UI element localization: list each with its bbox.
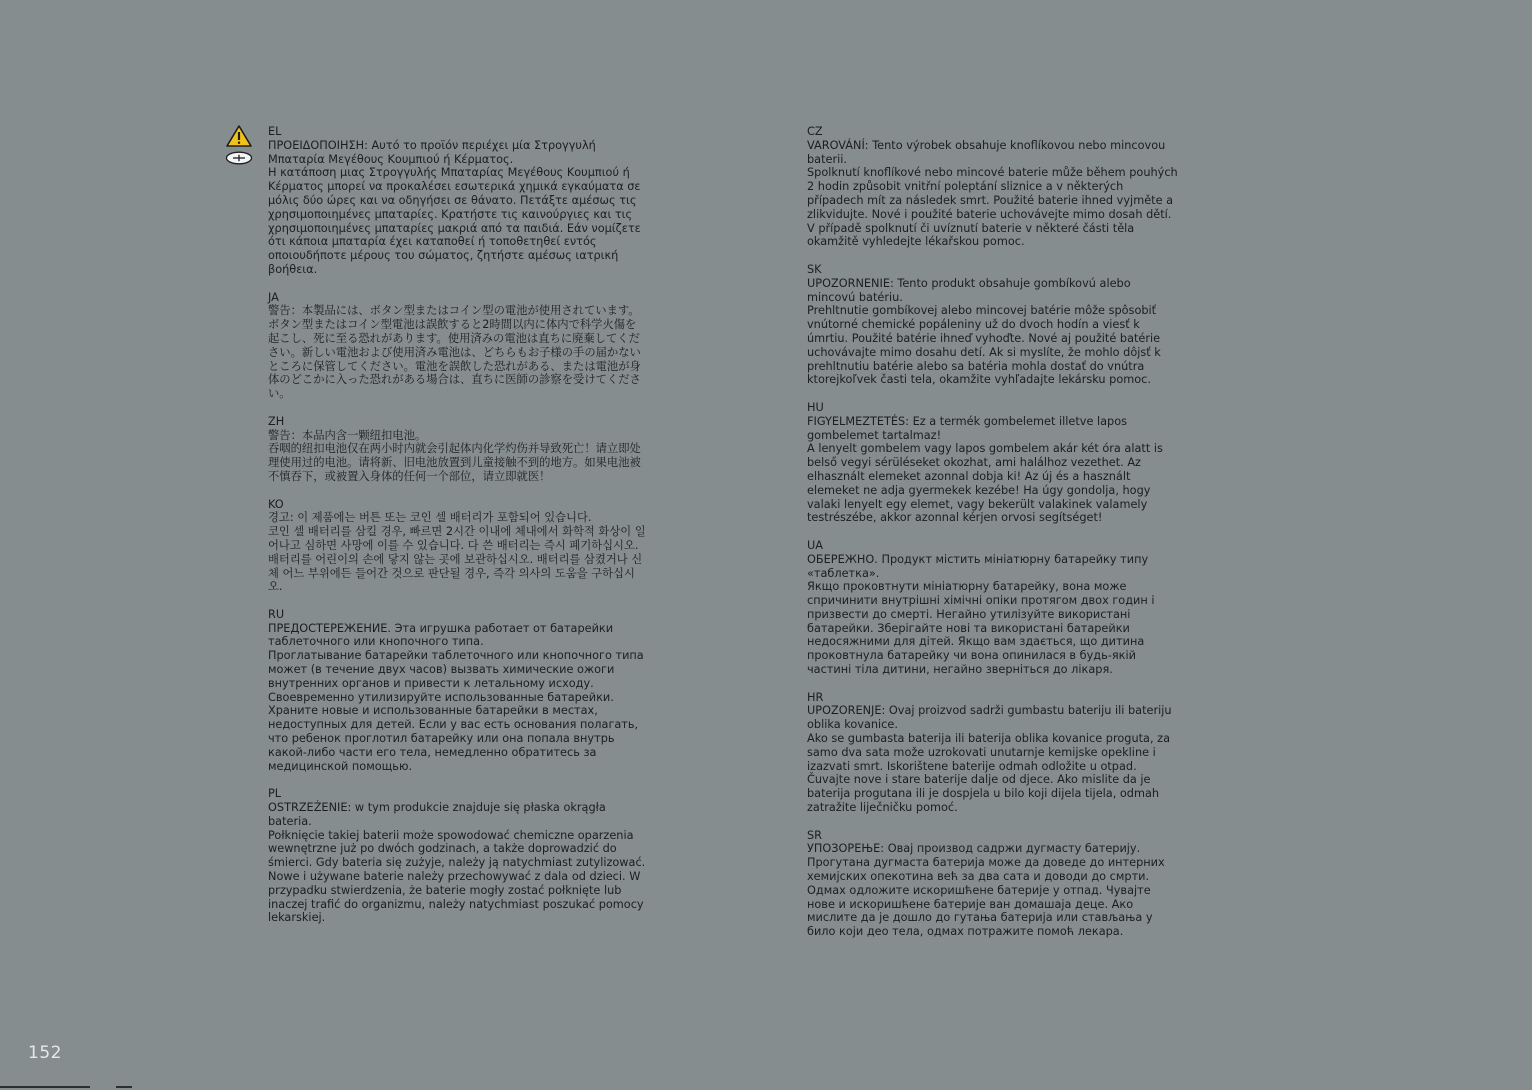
warning-heading: ΠΡΟΕΙΔΟΠΟΙΗΣΗ: Αυτό το προϊόν περιέχει μία Στρογγυλή Μπαταρία Μεγέθους Κουμπιού ή Κέρματος. bbox=[268, 138, 596, 166]
warning-heading: ПРЕДОСТЕРЕЖЕНИЕ. Эта игрушка работает от батарейки таблеточного или кнопочного типа. bbox=[268, 621, 614, 649]
warning-heading: 경고: 이 제품에는 버튼 또는 코인 셀 배터리가 포함되어 있습니다. bbox=[268, 511, 592, 525]
warning-text: Spolknutí knoflíkové nebo mincové baterie může během pouhých 2 hodin způsobit vnitřní poleptání sliznice a v některých případech mít za následek smrt. Použité baterie ihned vyjměte a zlikvidujte. Nové i použité baterie uchovávejte mimo dosah dětí. V případě spolknutí či uvíznutí baterie v některé části těla okamžitě vyhledejte lékařskou pomoc. bbox=[807, 166, 1178, 249]
warning-heading: OSTRZEŻENIE: w tym produkcie znajduje się płaska okrągła bateria. bbox=[268, 801, 606, 828]
warning-heading: ОБЕРЕЖНО. Продукт містить мініатюрну батарейку типу «таблетка». bbox=[807, 552, 1149, 580]
language-code: PL bbox=[268, 787, 282, 801]
warning-text: Проглатывание батарейки таблеточного или кнопочного типа может (в течение двух часов) вызвать химические ожоги внутренних органов и привести к летальному исходу. Своевременно утилизируйте использованные батарейки. Храните новые и использованные батарейки в местах, недоступных для детей. Если у вас есть основания полагать, что ребенок проглотил батарейку или она попала внутрь какой-либо части его тела, немедленно обратитесь за медицинской помощью. bbox=[268, 649, 644, 773]
warning-section-sr bbox=[807, 829, 1182, 939]
warning-text: Ako se gumbasta baterija ili baterija oblika kovanice proguta, za samo dva sata može uzrokovati unutarnje kemijske opekline i izazvati smrt. Iskorištene baterije odmah odložite u otpad. Čuvajte nove i stare baterije dalje od djece. Ako mislite da je baterija progutana ili je dospjela u bilo koji dijela tijela, odmah zatražite liječničku pomoć. bbox=[807, 732, 1171, 815]
warning-section-ru bbox=[268, 608, 646, 774]
warning-text: Прогутана дугмаста батерија може да доведе до интерних хемијских опекотина већ за два сата и доводи до смрти. Одмах одложите искоришћене батерије у отпад. Чувајте нове и искоришћене батерије ван домашаја деце. Ако мислите да је дошло до гутања батерија или стављања у било који део тела, одмах потражите помоћ лекара. bbox=[807, 856, 1165, 939]
warning-section-hr bbox=[807, 691, 1182, 815]
coin-battery-icon bbox=[225, 151, 253, 165]
language-code: HU bbox=[807, 400, 824, 414]
warning-text: Prehltnutie gombíkovej alebo mincovej batérie môže spôsobiť vnútorné chemické popáleniny už do dvoch hodín a viesť k úmrtiu. Použité batérie ihneď vyhoďte. Nové aj použité batérie uchovávajte mimo dosahu detí. Ak si myslíte, že mohlo dôjsť k prehltnutiu batérie alebo sa batéria mohla dostať do vnútra ktorejkoľvek časti tela, okamžite vyhľadajte lekársku pomoc. bbox=[807, 304, 1161, 387]
warning-text: Η κατάποση μιας Στρογγυλής Μπαταρίας Μεγέθους Κουμπιού ή Κέρματος μπορεί να προκαλέσει εσωτερικά χημικά εγκαύματα σε μόλις δύο ώρες και να οδηγήσει σε θάνατο. Πετάξτε αμέσως τις χρησιμοποιημένες μπαταρίες. Κρατήστε τις καινούργιες και τις χρησιμοποιημένες μπαταρίες μακριά από τα παιδιά. Εάν νομίζετε ότι κάποια μπαταρία έχει καταποθεί ή τοποθετηθεί εντός οποιουδήποτε μέρους του σώματος, ζητήστε αμέσως ιατρική βοήθεια. bbox=[268, 166, 641, 276]
warning-text: 코인 셀 배터리를 삼킬 경우, 빠르면 2시간 이내에 체내에서 화학적 화상이 일어나고 심하면 사망에 이를 수 있습니다. 다 쓴 배터리는 즉시 폐기하십시오. 배터리를 어린이의 손에 닿지 않는 곳에 보관하십시오. 배터리를 삼켰거나 신체 어느 부위에든 들어간 것으로 판단될 경우, 즉각 의사의 도움을 구하십시오. bbox=[268, 525, 646, 594]
warning-heading: 警告：本品内含一颗纽扣电池。 bbox=[268, 428, 427, 442]
icon-group bbox=[225, 124, 253, 165]
warning-section-ja bbox=[268, 291, 646, 401]
warning-text: Połknięcie takiej baterii może spowodować chemiczne oparzenia wewnętrzne już po dwóch godzinach, a także doprowadzić do śmierci. Gdy bateria się zużyje, należy ją natychmiast zutylizować. Nowe i używane baterie należy przechowywać z dala od dzieci. W przypadku stwierdzenia, że baterie mogły zostać połknięte lub inaczej trafić do organizmu, należy natychmiast poszukać pomocy lekarskiej. bbox=[268, 828, 646, 925]
warning-heading: УПОЗОРЕЊЕ: Овај производ садржи дугмасту батерију. bbox=[807, 842, 1141, 856]
warning-section-hu bbox=[807, 401, 1182, 525]
language-code: RU bbox=[268, 607, 285, 621]
warning-section-sk bbox=[807, 263, 1182, 387]
warning-section-cz bbox=[807, 125, 1182, 249]
warning-section-el bbox=[268, 125, 646, 277]
warning-section-ko bbox=[268, 498, 646, 595]
warning-heading: FIGYELMEZTETÉS: Ez a termék gombelemet illetve lapos gombelemet tartalmaz! bbox=[807, 414, 1128, 442]
warning-section-pl bbox=[268, 787, 646, 925]
warning-triangle-icon bbox=[225, 124, 253, 148]
language-code: HR bbox=[807, 690, 824, 704]
warning-text: A lenyelt gombelem vagy lapos gombelem akár két óra alatt is belső vegyi sérüléseket okozhat, ami halálhoz vezethet. Az elhasznált elemeket azonnal dobja ki! Az új és a használt elemeket ne adja gyermekek kezébe! Ha úgy gondolja, hogy valaki lenyelt egy elemet, vagy bekerült valakinek valamely testrészébe, akkor azonnal kérjen orvosi segítséget! bbox=[807, 442, 1163, 525]
language-code: UA bbox=[807, 538, 823, 552]
language-code: SK bbox=[807, 262, 822, 276]
language-code: SR bbox=[807, 828, 823, 842]
warning-heading: UPOZORNENIE: Tento produkt obsahuje gombíkovú alebo mincovú batériu. bbox=[807, 276, 1131, 304]
warning-text: ボタン型またはコイン型電池は誤飲すると2時間以内に体内で科学火傷を起こし、死に至る恐れがあります。使用済みの電池は直ちに廃棄してください。新しい電池および使用済み電池は、どちらもお子様の手の届かないところに保管してください。電池を誤飲した恐れがある、または電池が身体のどこかに入った恐れがある場合は、直ちに医師の診察を受けてください。 bbox=[268, 318, 641, 401]
warning-text: Якщо проковтнути мініатюрну батарейку, вона може спричинити внутрішні хімічні опіки протягом двох годин і призвести до смерті. Негайно утилізуйте використані батарейки. Зберігайте нові та використані батарейки недосяжними для дітей. Якщо вам здається, що дитина проковтнула батарейку чи вона опинилася в будь-якій частині тіла дитини, негайно зверніться до лікаря. bbox=[807, 580, 1155, 677]
right-column bbox=[807, 125, 1182, 953]
left-column bbox=[268, 125, 646, 939]
language-code: EL bbox=[268, 125, 282, 138]
warning-heading: VAROVÁNÍ: Tento výrobek obsahuje knoflíkovou nebo mincovou baterii. bbox=[807, 138, 1166, 166]
warning-section-zh bbox=[268, 415, 646, 484]
warning-section-ua bbox=[807, 539, 1182, 677]
warning-heading: UPOZORENJE: Ovaj proizvod sadrži gumbastu bateriju ili bateriju oblika kovanice. bbox=[807, 704, 1172, 732]
language-code: KO bbox=[268, 497, 284, 511]
page-number: 152 bbox=[28, 1043, 62, 1063]
language-code: JA bbox=[268, 290, 279, 304]
language-code: ZH bbox=[268, 414, 285, 428]
footer-rule bbox=[0, 1086, 90, 1088]
footer-mark bbox=[116, 1086, 132, 1088]
warning-text: 吞咽的纽扣电池仅在两小时内就会引起体内化学灼伤并导致死亡！请立即处理使用过的电池。请将新、旧电池放置到儿童接触不到的地方。如果电池被不慎吞下，或被置入身体的任何一个部位，请立即就医！ bbox=[268, 442, 641, 483]
warning-heading: 警告：本製品には、ボタン型またはコイン型の電池が使用されています。 bbox=[268, 304, 640, 318]
language-code: CZ bbox=[807, 125, 823, 138]
